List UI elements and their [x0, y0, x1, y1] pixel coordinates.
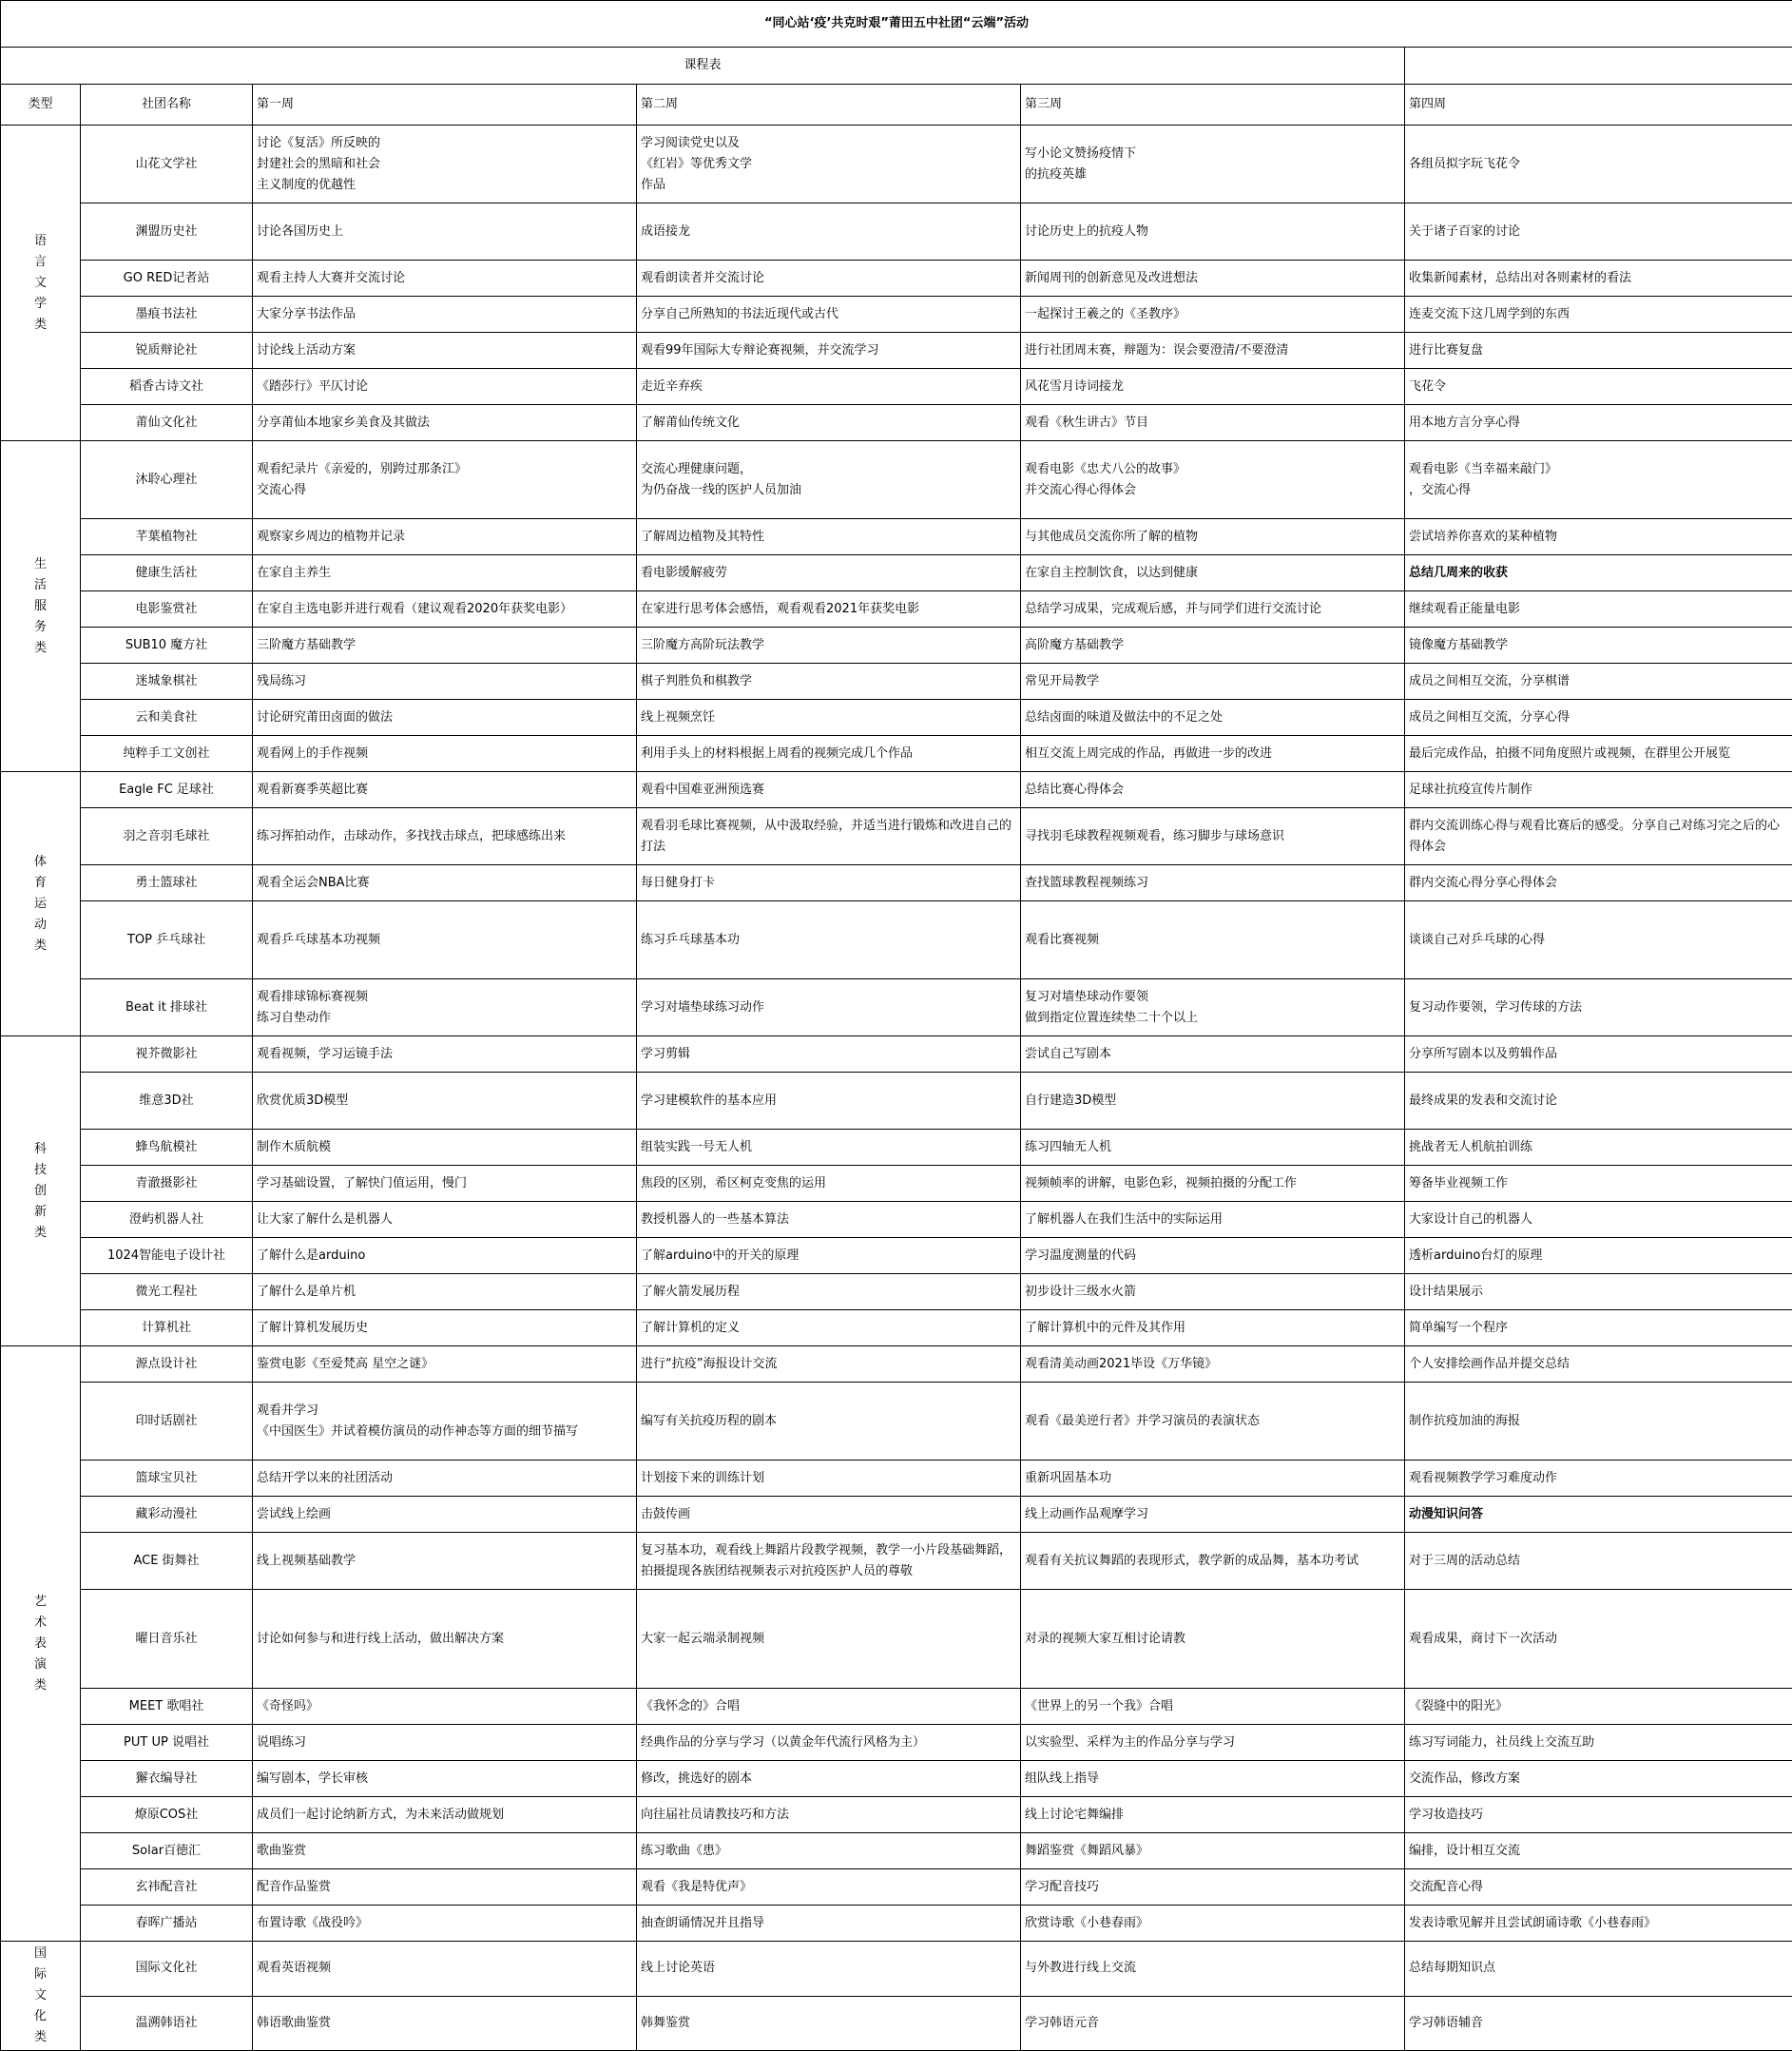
- club-name-cell: Beat it 排球社: [81, 979, 253, 1036]
- week-1-cell: 《奇怪吗》: [253, 1689, 637, 1725]
- week-4-cell: 观看成果，商讨下一次活动: [1405, 1590, 1792, 1689]
- week-1-cell: 了解什么是单片机: [253, 1274, 637, 1310]
- club-name-cell: 曜日音乐社: [81, 1590, 253, 1689]
- header-week-4: 第四周: [1405, 85, 1792, 126]
- club-name-cell: 山花文学社: [81, 126, 253, 203]
- week-1-cell: 讨论《复活》所反映的 封建社会的黑暗和社会 主义制度的优越性: [253, 126, 637, 203]
- table-row: [1, 1202, 1792, 1238]
- club-name-cell: 微光工程社: [81, 1274, 253, 1310]
- week-2-cell: 走近辛弃疾: [637, 369, 1021, 405]
- week-3-cell: 视频帧率的讲解，电影色彩，视频拍摄的分配工作: [1021, 1166, 1405, 1202]
- week-1-cell: 讨论各国历史上: [253, 203, 637, 261]
- club-name-cell: 燎原COS社: [81, 1797, 253, 1833]
- week-4-cell: 谈谈自己对乒乓球的心得: [1405, 901, 1792, 979]
- week-3-cell: 线上动画作品观摩学习: [1021, 1497, 1405, 1533]
- week-4-cell: 编排，设计相互交流: [1405, 1833, 1792, 1869]
- week-2-cell: 进行“抗疫”海报设计交流: [637, 1346, 1021, 1383]
- week-3-cell: 观看有关抗议舞蹈的表现形式，教学新的成品舞，基本功考试: [1021, 1533, 1405, 1590]
- week-2-cell: 棋子判胜负和棋教学: [637, 664, 1021, 700]
- week-4-cell: 发表诗歌见解并且尝试朗诵诗歌《小巷春雨》: [1405, 1906, 1792, 1942]
- club-name-cell: ACE 街舞社: [81, 1533, 253, 1590]
- header-row: [1, 85, 1792, 126]
- club-name-cell: Solar百徳汇: [81, 1833, 253, 1869]
- club-name-cell: 国际文化社: [81, 1942, 253, 1997]
- table-row: [1, 772, 1792, 808]
- week-1-cell: 三阶魔方基础教学: [253, 628, 637, 664]
- header-club-name: 社团名称: [81, 85, 253, 126]
- week-1-cell: 观看主持人大赛并交流讨论: [253, 261, 637, 297]
- week-1-cell: 了解什么是arduino: [253, 1238, 637, 1274]
- week-4-cell: 总结每期知识点: [1405, 1942, 1792, 1997]
- week-4-cell: 进行比赛复盘: [1405, 333, 1792, 369]
- table-row: [1, 628, 1792, 664]
- week-1-cell: 观看排球锦标赛视频 练习自垫动作: [253, 979, 637, 1036]
- week-1-cell: 观看纪录片《亲爱的，别跨过那条江》 交流心得: [253, 441, 637, 519]
- week-2-cell: 练习歌曲《患》: [637, 1833, 1021, 1869]
- week-3-cell: 尝试自己写剧本: [1021, 1036, 1405, 1073]
- club-name-cell: 蜂鸟航模社: [81, 1130, 253, 1166]
- week-1-cell: 编写剧本，学长审核: [253, 1761, 637, 1797]
- week-1-cell: 学习基础设置，了解快门值运用，慢门: [253, 1166, 637, 1202]
- week-1-cell: 讨论如何参与和进行线上活动，做出解决方案: [253, 1590, 637, 1689]
- week-1-cell: 鉴赏电影《至爱梵高 星空之谜》: [253, 1346, 637, 1383]
- week-2-cell: 利用手头上的材料根据上周看的视频完成几个作品: [637, 736, 1021, 772]
- week-3-cell: 常见开局教学: [1021, 664, 1405, 700]
- club-name-cell: 印时话剧社: [81, 1383, 253, 1461]
- header-week-3: 第三周: [1021, 85, 1405, 126]
- week-2-cell: 观看朗读者并交流讨论: [637, 261, 1021, 297]
- club-name-cell: 源点设计社: [81, 1346, 253, 1383]
- week-4-cell: 观看电影《当幸福来敲门》 ，交流心得: [1405, 441, 1792, 519]
- week-1-cell: 分享莆仙本地家乡美食及其做法: [253, 405, 637, 441]
- week-2-cell: 线上讨论英语: [637, 1942, 1021, 1997]
- week-4-cell: 复习动作要领，学习传球的方法: [1405, 979, 1792, 1036]
- club-name-cell: 莆仙文化社: [81, 405, 253, 441]
- table-row: [1, 808, 1792, 865]
- week-2-cell: 学习剪辑: [637, 1036, 1021, 1073]
- caption-blank-cell: [1405, 48, 1792, 85]
- category-cell: [1, 1942, 81, 2051]
- table-row: [1, 865, 1792, 901]
- category-cell: [1, 441, 81, 772]
- week-4-cell: 筹备毕业视频工作: [1405, 1166, 1792, 1202]
- week-1-cell: 欣赏优质3D模型: [253, 1073, 637, 1130]
- club-name-cell: 迷城象棋社: [81, 664, 253, 700]
- week-2-cell: 练习乒乓球基本功: [637, 901, 1021, 979]
- table-caption: 课程表: [1, 48, 1405, 85]
- club-name-cell: 玄祎配音社: [81, 1869, 253, 1906]
- week-4-cell: 各组员拟字玩飞花令: [1405, 126, 1792, 203]
- table-row: [1, 333, 1792, 369]
- table-row: [1, 1590, 1792, 1689]
- week-3-cell: 了解机器人在我们生活中的实际运用: [1021, 1202, 1405, 1238]
- week-1-cell: 讨论线上活动方案: [253, 333, 637, 369]
- week-3-cell: 学习韩语元音: [1021, 1996, 1405, 2051]
- table-row: [1, 519, 1792, 555]
- club-name-cell: 维意3D社: [81, 1073, 253, 1130]
- week-1-cell: 观察家乡周边的植物并记录: [253, 519, 637, 555]
- table-row: [1, 979, 1792, 1036]
- week-3-cell: 风花雪月诗词接龙: [1021, 369, 1405, 405]
- week-1-cell: 讨论研究莆田卤面的做法: [253, 700, 637, 736]
- week-1-cell: 观看全运会NBA比赛: [253, 865, 637, 901]
- table-row: [1, 1996, 1792, 2051]
- week-4-cell: 对于三周的活动总结: [1405, 1533, 1792, 1590]
- category-label: 生活服务类: [33, 554, 48, 659]
- week-4-cell: 分享所写剧本以及剪辑作品: [1405, 1036, 1792, 1073]
- week-1-cell: 线上视频基础教学: [253, 1533, 637, 1590]
- week-3-cell: 组队线上指导: [1021, 1761, 1405, 1797]
- table-row: [1, 1036, 1792, 1073]
- week-4-cell: 成员之间相互交流，分享心得: [1405, 700, 1792, 736]
- table-row: [1, 1833, 1792, 1869]
- week-4-cell: 足球社抗疫宣传片制作: [1405, 772, 1792, 808]
- club-name-cell: 计算机社: [81, 1310, 253, 1346]
- week-2-cell: 分享自己所熟知的书法近现代或古代: [637, 297, 1021, 333]
- week-1-cell: 让大家了解什么是机器人: [253, 1202, 637, 1238]
- table-row: [1, 1761, 1792, 1797]
- week-3-cell: 查找篮球教程视频练习: [1021, 865, 1405, 901]
- week-4-cell: 简单编写一个程序: [1405, 1310, 1792, 1346]
- week-3-cell: 观看比赛视频: [1021, 901, 1405, 979]
- header-week-1: 第一周: [253, 85, 637, 126]
- week-3-cell: 《世界上的另一个我》合唱: [1021, 1689, 1405, 1725]
- table-row: [1, 1461, 1792, 1497]
- week-4-cell: 群内交流训练心得与观看比赛后的感受。分享自己对练习完之后的心得体会: [1405, 808, 1792, 865]
- week-4-cell: 学习韩语辅音: [1405, 1996, 1792, 2051]
- week-4-cell: 制作抗疫加油的海报: [1405, 1383, 1792, 1461]
- table-row: [1, 901, 1792, 979]
- week-4-cell: 继续观看正能量电影: [1405, 591, 1792, 628]
- table-row: [1, 591, 1792, 628]
- week-3-cell: 学习配音技巧: [1021, 1869, 1405, 1906]
- table-row: [1, 1533, 1792, 1590]
- table-row: [1, 1942, 1792, 1997]
- week-4-cell: 交流配音心得: [1405, 1869, 1792, 1906]
- week-2-cell: 学习对墙垫球练习动作: [637, 979, 1021, 1036]
- club-name-cell: 勇士篮球社: [81, 865, 253, 901]
- week-3-cell: 舞蹈鉴赏《舞蹈风暴》: [1021, 1833, 1405, 1869]
- club-name-cell: 渊盟历史社: [81, 203, 253, 261]
- week-3-cell: 观看《秋生讲古》节目: [1021, 405, 1405, 441]
- week-2-cell: 韩舞鉴赏: [637, 1996, 1021, 2051]
- week-4-cell: 群内交流心得分享心得体会: [1405, 865, 1792, 901]
- week-2-cell: 了解arduino中的开关的原理: [637, 1238, 1021, 1274]
- week-3-cell: 了解计算机中的元件及其作用: [1021, 1310, 1405, 1346]
- week-2-cell: 了解火箭发展历程: [637, 1274, 1021, 1310]
- week-3-cell: 练习四轴无人机: [1021, 1130, 1405, 1166]
- week-3-cell: 对录的视频大家互相讨论请教: [1021, 1590, 1405, 1689]
- club-name-cell: 健康生活社: [81, 555, 253, 591]
- week-3-cell: 一起探讨王羲之的《圣教序》: [1021, 297, 1405, 333]
- week-3-cell: 新闻周刊的创新意见及改进想法: [1021, 261, 1405, 297]
- week-4-cell: 关于诸子百家的讨论: [1405, 203, 1792, 261]
- category-label: 国际文化类: [33, 1944, 48, 2048]
- week-4-cell: 透析arduino台灯的原理: [1405, 1238, 1792, 1274]
- week-3-cell: 寻找羽毛球教程视频观看，练习脚步与球场意识: [1021, 808, 1405, 865]
- week-1-cell: 成员们一起讨论纳新方式，为未来活动做规划: [253, 1797, 637, 1833]
- club-name-cell: 芊葉植物社: [81, 519, 253, 555]
- category-label: 科技创新类: [33, 1139, 48, 1244]
- category-label: 体育运动类: [33, 852, 48, 957]
- table-row: [1, 1869, 1792, 1906]
- week-2-cell: 看电影缓解疲劳: [637, 555, 1021, 591]
- table-row: [1, 261, 1792, 297]
- week-4-cell: 镜像魔方基础教学: [1405, 628, 1792, 664]
- week-2-cell: 观看中国难亚洲预选赛: [637, 772, 1021, 808]
- table-row: [1, 555, 1792, 591]
- week-4-cell: 动漫知识问答: [1405, 1497, 1792, 1533]
- week-1-cell: 观看英语视频: [253, 1942, 637, 1997]
- week-4-cell: 大家设计自己的机器人: [1405, 1202, 1792, 1238]
- week-3-cell: 复习对墙垫球动作要领 做到指定位置连续垫二十个以上: [1021, 979, 1405, 1036]
- club-name-cell: 视芥微影社: [81, 1036, 253, 1073]
- club-name-cell: 电影鉴赏社: [81, 591, 253, 628]
- week-1-cell: 尝试线上绘画: [253, 1497, 637, 1533]
- week-4-cell: 观看视频教学学习难度动作: [1405, 1461, 1792, 1497]
- club-name-cell: 墨痕书法社: [81, 297, 253, 333]
- week-2-cell: 《我怀念的》合唱: [637, 1689, 1021, 1725]
- week-2-cell: 复习基本功，观看线上舞蹈片段教学视频，教学一小片段基础舞蹈，拍摄提现各族团结视频表示对抗疫医护人员的尊敬: [637, 1533, 1021, 1590]
- week-3-cell: 写小论文赞扬疫情下 的抗疫英雄: [1021, 126, 1405, 203]
- header-type: 类型: [1, 85, 81, 126]
- week-1-cell: 观看新赛季英超比赛: [253, 772, 637, 808]
- week-2-cell: 击鼓传画: [637, 1497, 1021, 1533]
- week-1-cell: 制作木质航模: [253, 1130, 637, 1166]
- week-3-cell: 观看清美动画2021毕设《万华镜》: [1021, 1346, 1405, 1383]
- table-row: [1, 369, 1792, 405]
- week-1-cell: 歌曲鉴赏: [253, 1833, 637, 1869]
- week-2-cell: 观看99年国际大专辩论赛视频，并交流学习: [637, 333, 1021, 369]
- week-3-cell: 相互交流上周完成的作品，再做进一步的改进: [1021, 736, 1405, 772]
- week-2-cell: 大家一起云端录制视频: [637, 1590, 1021, 1689]
- week-3-cell: 总结比赛心得体会: [1021, 772, 1405, 808]
- week-1-cell: 残局练习: [253, 664, 637, 700]
- club-name-cell: 锐质辩论社: [81, 333, 253, 369]
- header-week-2: 第二周: [637, 85, 1021, 126]
- week-3-cell: 自行建造3D模型: [1021, 1073, 1405, 1130]
- week-4-cell: 交流作品，修改方案: [1405, 1761, 1792, 1797]
- club-name-cell: 藏彩动漫社: [81, 1497, 253, 1533]
- week-2-cell: 观看羽毛球比赛视频，从中汲取经验，并适当进行锻炼和改进自己的打法: [637, 808, 1021, 865]
- club-name-cell: 1024智能电子设计社: [81, 1238, 253, 1274]
- week-2-cell: 学习建模软件的基本应用: [637, 1073, 1021, 1130]
- week-2-cell: 观看《我是特优声》: [637, 1869, 1021, 1906]
- week-1-cell: 观看乒乓球基本功视频: [253, 901, 637, 979]
- category-cell: [1, 1036, 81, 1346]
- club-name-cell: Eagle FC 足球社: [81, 772, 253, 808]
- week-2-cell: 经典作品的分享与学习（以黄金年代流行风格为主）: [637, 1725, 1021, 1761]
- week-2-cell: 成语接龙: [637, 203, 1021, 261]
- club-name-cell: TOP 乒乓球社: [81, 901, 253, 979]
- week-1-cell: 观看网上的手作视频: [253, 736, 637, 772]
- club-name-cell: 春晖广播站: [81, 1906, 253, 1942]
- week-1-cell: 了解计算机发展历史: [253, 1310, 637, 1346]
- table-row: [1, 1130, 1792, 1166]
- week-1-cell: 配音作品鉴赏: [253, 1869, 637, 1906]
- week-2-cell: 在家进行思考体会感悟，观看观看2021年获奖电影: [637, 591, 1021, 628]
- week-3-cell: 总结卤面的味道及做法中的不足之处: [1021, 700, 1405, 736]
- table-row: [1, 664, 1792, 700]
- week-4-cell: 收集新闻素材，总结出对各则素材的看法: [1405, 261, 1792, 297]
- week-4-cell: 总结几周来的收获: [1405, 555, 1792, 591]
- table-row: [1, 126, 1792, 203]
- week-4-cell: 练习写词能力，社员线上交流互助: [1405, 1725, 1792, 1761]
- club-name-cell: 青澈摄影社: [81, 1166, 253, 1202]
- club-name-cell: SUB10 魔方社: [81, 628, 253, 664]
- club-name-cell: MEET 歌唱社: [81, 1689, 253, 1725]
- week-3-cell: 在家自主控制饮食，以达到健康: [1021, 555, 1405, 591]
- week-1-cell: 观看视频，学习运镜手法: [253, 1036, 637, 1073]
- table-row: [1, 203, 1792, 261]
- table-row: [1, 1238, 1792, 1274]
- week-1-cell: 观看并学习 《中国医生》并试着模仿演员的动作神态等方面的细节描写: [253, 1383, 637, 1461]
- club-name-cell: 云和美食社: [81, 700, 253, 736]
- week-2-cell: 了解计算机的定义: [637, 1310, 1021, 1346]
- week-3-cell: 观看电影《忠犬八公的故事》 并交流心得心得体会: [1021, 441, 1405, 519]
- week-4-cell: 尝试培养你喜欢的某种植物: [1405, 519, 1792, 555]
- category-cell: [1, 772, 81, 1036]
- club-name-cell: 温溯韩语社: [81, 1996, 253, 2051]
- table-row: [1, 405, 1792, 441]
- week-3-cell: 与其他成员交流你所了解的植物: [1021, 519, 1405, 555]
- week-4-cell: 成员之间相互交流，分享棋谱: [1405, 664, 1792, 700]
- week-3-cell: 线上讨论宅舞编排: [1021, 1797, 1405, 1833]
- week-1-cell: 练习挥拍动作，击球动作，多找找击球点，把球感练出来: [253, 808, 637, 865]
- week-2-cell: 编写有关抗疫历程的剧本: [637, 1383, 1021, 1461]
- week-4-cell: 最终成果的发表和交流讨论: [1405, 1073, 1792, 1130]
- club-name-cell: 羽之音羽毛球社: [81, 808, 253, 865]
- table-row: [1, 1073, 1792, 1130]
- table-row: [1, 1383, 1792, 1461]
- category-label: 语言文学类: [33, 231, 48, 336]
- category-label: 艺术表演类: [33, 1592, 48, 1696]
- table-row: [1, 1497, 1792, 1533]
- table-row: [1, 1310, 1792, 1346]
- week-4-cell: 连麦交流下这几周学到的东西: [1405, 297, 1792, 333]
- club-name-cell: 纯粹手工文创社: [81, 736, 253, 772]
- week-1-cell: 大家分享书法作品: [253, 297, 637, 333]
- week-2-cell: 向往届社员请教技巧和方法: [637, 1797, 1021, 1833]
- table-row: [1, 700, 1792, 736]
- club-name-cell: 篮球宝贝社: [81, 1461, 253, 1497]
- week-3-cell: 高阶魔方基础教学: [1021, 628, 1405, 664]
- week-2-cell: 教授机器人的一些基本算法: [637, 1202, 1021, 1238]
- week-2-cell: 修改，挑选好的剧本: [637, 1761, 1021, 1797]
- club-name-cell: 沐聆心理社: [81, 441, 253, 519]
- table-row: [1, 1797, 1792, 1833]
- week-2-cell: 了解周边植物及其特性: [637, 519, 1021, 555]
- table-row: [1, 1725, 1792, 1761]
- week-3-cell: 以实验型、采样为主的作品分享与学习: [1021, 1725, 1405, 1761]
- week-2-cell: 每日健身打卡: [637, 865, 1021, 901]
- week-2-cell: 交流心理健康问题， 为仍奋战一线的医护人员加油: [637, 441, 1021, 519]
- table-row: [1, 1689, 1792, 1725]
- week-3-cell: 观看《最美逆行者》并学习演员的表演状态: [1021, 1383, 1405, 1461]
- week-3-cell: 总结学习成果，完成观后感，并与同学们进行交流讨论: [1021, 591, 1405, 628]
- week-4-cell: 用本地方言分享心得: [1405, 405, 1792, 441]
- club-name-cell: 稻香古诗文社: [81, 369, 253, 405]
- week-1-cell: 总结开学以来的社团活动: [253, 1461, 637, 1497]
- club-name-cell: PUT UP 说唱社: [81, 1725, 253, 1761]
- week-4-cell: 个人安排绘画作品并提交总结: [1405, 1346, 1792, 1383]
- table-row: [1, 441, 1792, 519]
- week-4-cell: 飞花令: [1405, 369, 1792, 405]
- category-cell: [1, 1346, 81, 1942]
- week-2-cell: 三阶魔方高阶玩法教学: [637, 628, 1021, 664]
- week-3-cell: 讨论历史上的抗疫人物: [1021, 203, 1405, 261]
- table-row: [1, 297, 1792, 333]
- club-name-cell: GO RED记者站: [81, 261, 253, 297]
- table-row: [1, 1166, 1792, 1202]
- week-2-cell: 线上视频烹饪: [637, 700, 1021, 736]
- week-3-cell: 学习温度测量的代码: [1021, 1238, 1405, 1274]
- week-2-cell: 了解莆仙传统文化: [637, 405, 1021, 441]
- week-4-cell: 学习妆造技巧: [1405, 1797, 1792, 1833]
- week-3-cell: 重新巩固基本功: [1021, 1461, 1405, 1497]
- category-cell: [1, 126, 81, 441]
- week-4-cell: 《裂缝中的阳光》: [1405, 1689, 1792, 1725]
- table-row: [1, 1274, 1792, 1310]
- week-1-cell: 在家自主养生: [253, 555, 637, 591]
- week-1-cell: 在家自主选电影并进行观看（建议观看2020年获奖电影）: [253, 591, 637, 628]
- week-3-cell: 进行社团周末赛，辩题为：误会要澄清/不要澄清: [1021, 333, 1405, 369]
- week-3-cell: 初步设计三级水火箭: [1021, 1274, 1405, 1310]
- week-3-cell: 与外教进行线上交流: [1021, 1942, 1405, 1997]
- week-3-cell: 欣赏诗歌《小巷春雨》: [1021, 1906, 1405, 1942]
- table-row: [1, 1346, 1792, 1383]
- week-1-cell: 《踏莎行》平仄讨论: [253, 369, 637, 405]
- club-name-cell: 獬衣编导社: [81, 1761, 253, 1797]
- schedule-body: [1, 126, 1792, 2051]
- week-2-cell: 焦段的区别，希区柯克变焦的运用: [637, 1166, 1021, 1202]
- week-1-cell: 布置诗歌《战役吟》: [253, 1906, 637, 1942]
- week-4-cell: 设计结果展示: [1405, 1274, 1792, 1310]
- week-1-cell: 说唱练习: [253, 1725, 637, 1761]
- table-row: [1, 1906, 1792, 1942]
- week-4-cell: 最后完成作品，拍摄不同角度照片或视频，在群里公开展览: [1405, 736, 1792, 772]
- week-1-cell: 韩语歌曲鉴赏: [253, 1996, 637, 2051]
- week-2-cell: 学习阅读党史以及 《红岩》等优秀文学 作品: [637, 126, 1021, 203]
- week-2-cell: 组装实践一号无人机: [637, 1130, 1021, 1166]
- club-name-cell: 澄屿机器人社: [81, 1202, 253, 1238]
- week-4-cell: 挑战者无人机航拍训练: [1405, 1130, 1792, 1166]
- page-title: “同心站‘疫’共克时艰”莆田五中社团“云端”活动: [1, 1, 1792, 48]
- week-2-cell: 计划接下来的训练计划: [637, 1461, 1021, 1497]
- week-2-cell: 抽查朗诵情况并且指导: [637, 1906, 1021, 1942]
- table-row: [1, 736, 1792, 772]
